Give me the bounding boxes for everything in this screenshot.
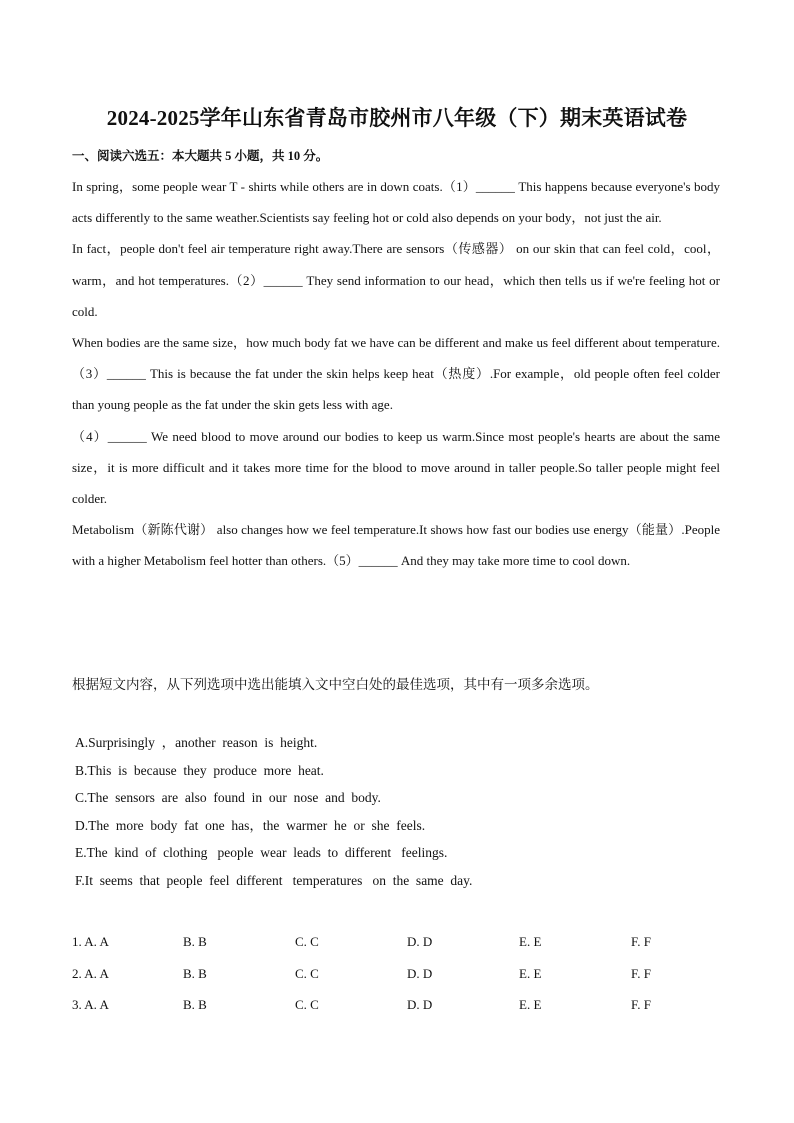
answer-2-choice-e[interactable]: E. E <box>519 965 542 981</box>
answer-2-choice-b[interactable]: B. B <box>183 965 207 981</box>
passage-paragraph-3: When bodies are the same size，how much body fat we have can be different and make us feel different about temperature.（3）______ This is because the fat under the skin helps keep heat（热度）.For example，old people often feel colder than young people as the fat under the skin gets less with age. <box>72 335 720 413</box>
answer-choice-grid <box>72 934 712 1029</box>
answer-2-choice-a[interactable]: 2. A. A <box>72 965 109 981</box>
option-f: F.It seems that people feel different temperatures on the same day. <box>75 872 473 888</box>
exam-title: 2024-2025学年山东省青岛市胶州市八年级（下）期末英语试卷 <box>106 106 688 130</box>
option-a: A.Surprisingly ，another reason is height. <box>75 735 318 750</box>
option-d: D.The more body fat one has，the warmer he or she feels. <box>75 817 426 833</box>
answer-1-choice-b[interactable]: B. B <box>183 934 207 949</box>
answer-row-1 <box>72 934 712 966</box>
passage-paragraph-1: In spring，some people wear T - shirts while others are in down coats.（1）______ This happens because everyone's body acts differently to the same weather.Scientists say feeling hot or cold also depends on your body，not just the air. <box>72 179 720 226</box>
answer-3-choice-c[interactable]: C. C <box>295 997 319 1012</box>
option-c: C.The sensors are also found in our nose and body. <box>75 790 381 806</box>
answer-3-choice-e[interactable]: E. E <box>519 997 542 1012</box>
passage-paragraph-2: In fact，people don't feel air temperature right away.There are sensors（传感器） on our skin that can feel cold，cool，warm，and hot temperatures.（2）______ They send information to our head，which then tells us if we're feeling hot or cold. <box>72 241 720 319</box>
answer-3-choice-f[interactable]: F. F <box>631 997 651 1012</box>
answer-1-choice-c[interactable]: C. C <box>295 934 319 949</box>
answer-2-choice-f[interactable]: F. F <box>631 965 651 981</box>
answer-2-choice-c[interactable]: C. C <box>295 965 319 981</box>
section-heading: 一、阅读六选五：本大题共 5 小题，共 10 分。 <box>72 149 329 163</box>
answer-row-3 <box>72 997 712 1029</box>
option-e: E.The kind of clothing people wear leads to different feelings. <box>75 845 448 861</box>
option-list <box>75 729 715 895</box>
passage-paragraph-4: （4）______ We need blood to move around our bodies to keep us warm.Since most people's hearts are about the same size，it is more difficult and it takes more time for the blood to move around in taller people.So taller people might feel colder. <box>72 428 720 507</box>
option-b: B.This is because they produce more heat. <box>75 762 324 778</box>
answer-3-choice-d[interactable]: D. D <box>407 997 433 1012</box>
passage-paragraph-5: Metabolism（新陈代谢） also changes how we feel temperature.It shows how fast our bodies use energy（能量）.People with a higher Metabolism feel hotter than others.（5）______ And they may take more time to cool down. <box>72 522 720 569</box>
answer-1-choice-a[interactable]: 1. A. A <box>72 934 109 949</box>
answer-3-choice-b[interactable]: B. B <box>183 997 207 1012</box>
answer-1-choice-e[interactable]: E. E <box>519 934 542 949</box>
answer-2-choice-d[interactable]: D. D <box>407 965 433 981</box>
answer-row-2 <box>72 966 712 998</box>
answer-1-choice-d[interactable]: D. D <box>407 934 433 949</box>
question-instruction: 根据短文内容，从下列选项中选出能填入文中空白处的最佳选项，其中有一项多余选项。 <box>72 677 599 692</box>
answer-3-choice-a[interactable]: 3. A. A <box>72 997 109 1012</box>
answer-1-choice-f[interactable]: F. F <box>631 934 651 949</box>
reading-passage <box>72 171 720 577</box>
